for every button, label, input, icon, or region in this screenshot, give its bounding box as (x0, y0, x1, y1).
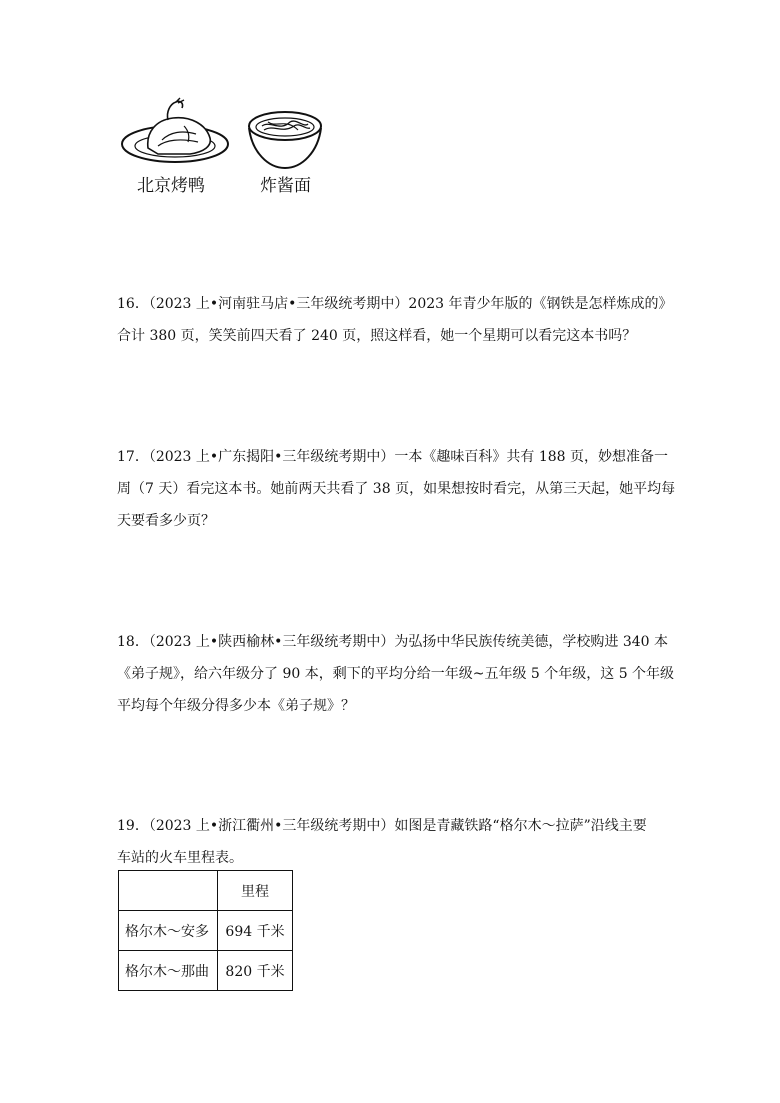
table-header-cell: 里程 (218, 871, 293, 911)
question-line: 18．（2023 上•陕西榆林•三年级统考期中）为弘扬中华民族传统美德，学校购进 340 本 (117, 634, 669, 650)
question-line: 16．（2023 上•河南驻马店•三年级统考期中）2023 年青少年版的《钢铁是怎样炼成的》 (117, 296, 673, 312)
table-cell: 820 千米 (218, 951, 293, 991)
question-line: 周（7 天）看完这本书。她前两天共看了 38 页，如果想按时看完，从第三天起，她平均每 (117, 481, 676, 497)
question-18 (117, 626, 677, 722)
table-cell: 694 千米 (218, 911, 293, 951)
question-19 (117, 810, 677, 874)
question-16 (117, 288, 677, 352)
mileage-table (118, 870, 293, 991)
question-17 (117, 441, 677, 537)
question-line: 《弟子规》，给六年级分了 90 本，剩下的平均分给一年级~五年级 5 个年级，这 5 个年级 (117, 666, 675, 682)
duck-label: 北京烤鸭 (137, 176, 205, 196)
question-line: 17．（2023 上•广东揭阳•三年级统考期中）一本《趣味百科》共有 188 页，妙想准备一 (117, 449, 669, 465)
table-row (119, 911, 293, 951)
table-header-cell (119, 871, 218, 911)
question-line: 车站的火车里程表。 (117, 850, 243, 866)
question-line: 平均每个年级分得多少本《弟子规》？ (117, 698, 355, 714)
table-header-row (119, 871, 293, 911)
roast-duck-icon (118, 96, 234, 168)
roast-duck-illustration (118, 96, 234, 172)
noodle-bowl-icon (246, 108, 324, 172)
table-row (119, 951, 293, 991)
question-line: 天要看多少页？ (117, 513, 215, 529)
table-cell: 格尔木～那曲 (119, 951, 218, 991)
table-cell: 格尔木～安多 (119, 911, 218, 951)
question-line: 合计 380 页，笑笑前四天看了 240 页，照这样看，她一个星期可以看完这本书吗？ (117, 328, 637, 344)
noodles-label: 炸酱面 (260, 176, 311, 196)
noodle-bowl-illustration (246, 108, 324, 176)
question-line: 19．（2023 上•浙江衢州•三年级统考期中）如图是青藏铁路“格尔木～拉萨”沿线主要 (117, 818, 647, 834)
